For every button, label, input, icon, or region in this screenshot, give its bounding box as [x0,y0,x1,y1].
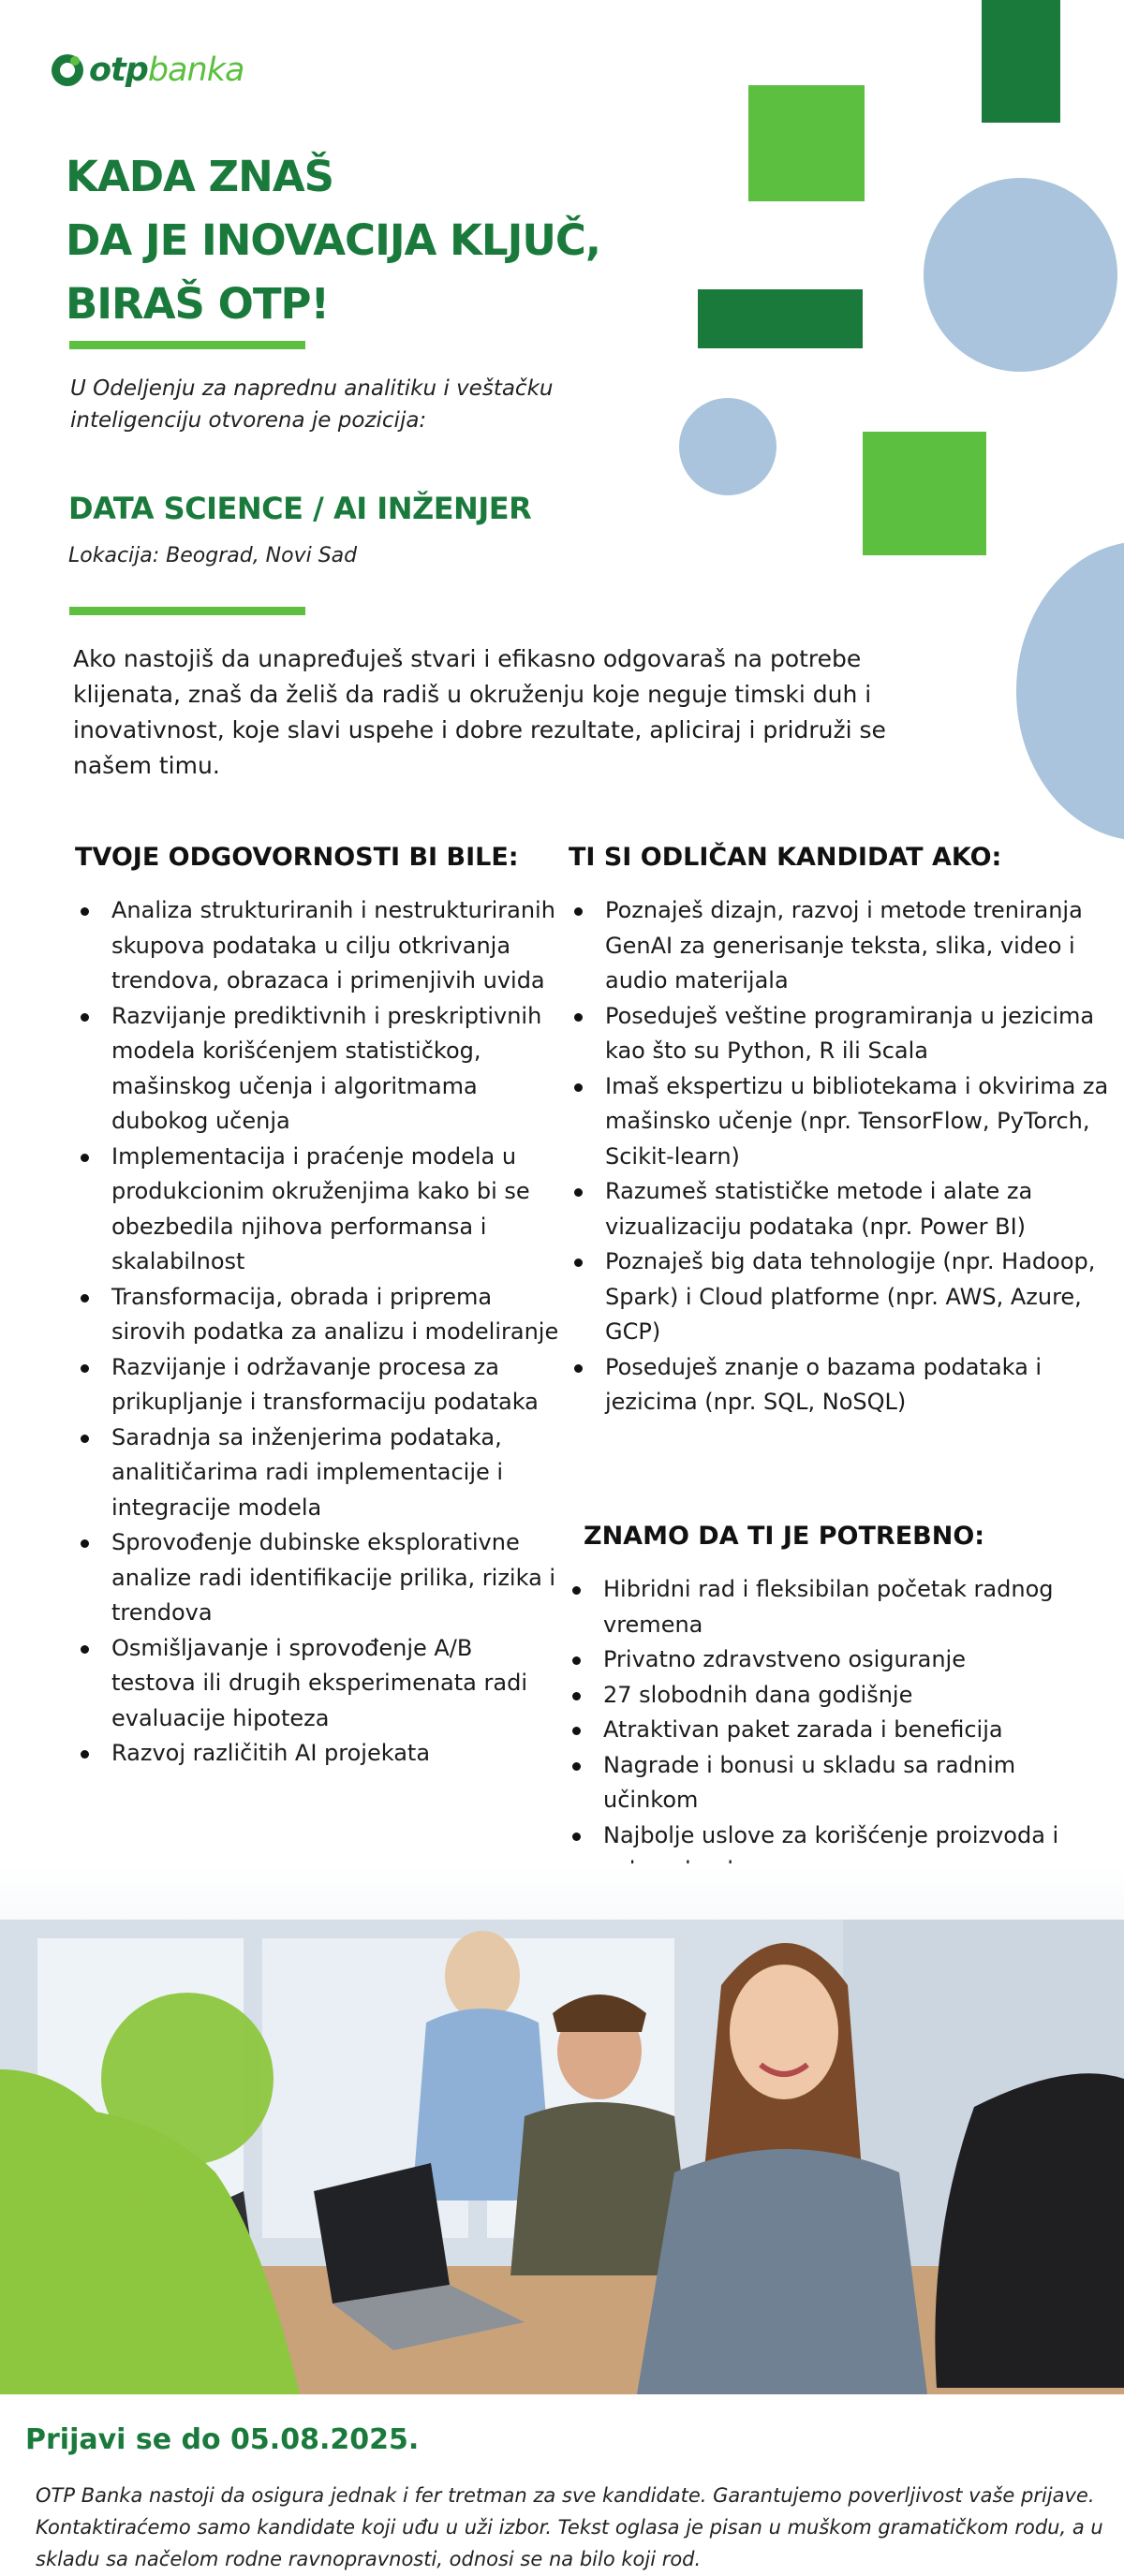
list-item: Atraktivan paket zarada i beneficija [567,1713,1091,1748]
decor-circle-small [679,398,776,495]
team-office-photo [0,1863,1124,2394]
headline-line-1: KADA ZNAŠ [66,152,334,201]
list-item: Poseduješ znanje o bazama podataka i jezicima (npr. SQL, NoSQL) [569,1350,1117,1420]
candidate-list [569,893,1117,1420]
list-item: Privatno zdravstveno osiguranje [567,1642,1091,1678]
responsibilities-section [75,843,562,1772]
application-deadline: Prijavi se do 05.08.2025. [25,2423,420,2456]
responsibilities-list [75,893,562,1772]
headline [66,145,600,336]
decor-square-green-2 [863,432,986,555]
candidate-section [569,843,1117,1420]
list-item: Sprovođenje dubinske eksplorativne analize radi identifikacije prilika, rizika i trendova [75,1525,562,1631]
list-item: Analiza strukturiranih i nestrukturiranih skupova podataka u cilju otkrivanja trendova, obrazaca i primenjivih uvida [75,893,562,999]
list-item: Poseduješ veštine programiranja u jezicima kao što su Python, R ili Scala [569,999,1117,1069]
list-item: Poznaješ big data tehnologije (npr. Hadoop, Spark) i Cloud platforme (npr. AWS, Azure, GCP) [569,1244,1117,1350]
decor-circle-edge [1016,541,1124,841]
list-item: Nagrade i bonusi u skladu sa radnim učinkom [567,1748,1091,1818]
list-item: Razvijanje prediktivnih i preskriptivnih modela korišćenjem statističkog, mašinskog učenja i algoritmama dubokog učenja [75,999,562,1140]
list-item: Razumeš statističke metode i alate za vizualizaciju podataka (npr. Power BI) [569,1174,1117,1244]
decor-bar-dark [698,289,863,348]
office-scene-illustration [0,1863,1124,2394]
job-description: Ako nastojiš da unapređuješ stvari i efikasno odgovaraš na potrebe klijenata, znaš da želiš da radiš u okruženju koje neguje timski duh i inovativnost, koje slavi uspehe i dobre rezultate, apliciraj i pridruži se našem timu. [73,645,886,779]
decor-square-dark-top [982,0,1060,123]
list-item: Najbolje uslove za korišćenje proizvoda i [567,1818,1091,1889]
list-item: Poznaješ dizajn, razvoj i metode treniranja GenAI za generisanje teksta, slika, video i audio materijala [569,893,1117,999]
list-item: Implementacija i praćenje modela u produkcionim okruženjima kako bi se obezbedila njihova performansa i skalabilnost [75,1140,562,1280]
list-item: Razvoj različitih AI projekata [75,1736,562,1772]
intro-text: U Odeljenju za naprednu analitiku i veštačku inteligenciju otvorena je pozicija: [70,376,554,433]
responsibilities-heading: TVOJE ODGOVORNOSTI BI BILE: [75,843,519,872]
decor-circle-large [924,178,1117,372]
list-item: Razvijanje i održavanje procesa za prikupljanje i transformaciju podataka [75,1350,562,1420]
list-item: Hibridni rad i fleksibilan početak radnog vremena [567,1572,1091,1642]
list-item: Osmišljavanje i sprovođenje A/B testova ili drugih eksperimenata radi evaluacije hipoteza [75,1631,562,1737]
list-item: Saradnja sa inženjerima podataka, analitičarima radi implementacije i integracije modela [75,1420,562,1526]
benefits-heading: ZNAMO DA TI JE POTREBNO: [584,1522,985,1551]
headline-line-2: DA JE INOVACIJA KLJUČ, [66,215,600,265]
otp-banka-logo [52,52,244,89]
benefits-list [567,1572,1091,1889]
logo-otp-text: otp [89,52,148,89]
list-item: Transformacija, obrada i priprema sirovih podatka za analizu i modeliranje [75,1280,562,1350]
otp-logo-icon [52,54,83,86]
benefits-section [567,1522,1091,1889]
footer-disclaimer: OTP Banka nastoji da osigura jednak i fer tretman za sve kandidate. Garantujemo poverljivost vaše prijave. Kontaktiraćemo samo kandidate koji uđu u uži izbor. Tekst oglasa je pisan u muškom gramatičkom rodu, a u skladu sa načelom rodne ravnopravnosti, odnosi se na bilo koji rod. [36,2484,1103,2570]
candidate-heading: TI SI ODLIČAN KANDIDAT AKO: [569,843,1002,872]
logo-banka-text: banka [147,52,244,89]
job-location: Lokacija: Beograd, Novi Sad [68,544,358,567]
list-item: 27 slobodnih dana godišnje [567,1678,1091,1714]
headline-line-3: BIRAŠ OTP! [66,279,330,329]
headline-underline [69,341,305,349]
job-title: DATA SCIENCE / AI INŽENJER [68,491,532,526]
decor-square-green-1 [748,85,865,201]
list-item: Imaš ekspertizu u bibliotekama i okvirima za mašinsko učenje (npr. TensorFlow, PyTorch, Scikit-learn) [569,1069,1117,1175]
location-underline [69,607,305,615]
